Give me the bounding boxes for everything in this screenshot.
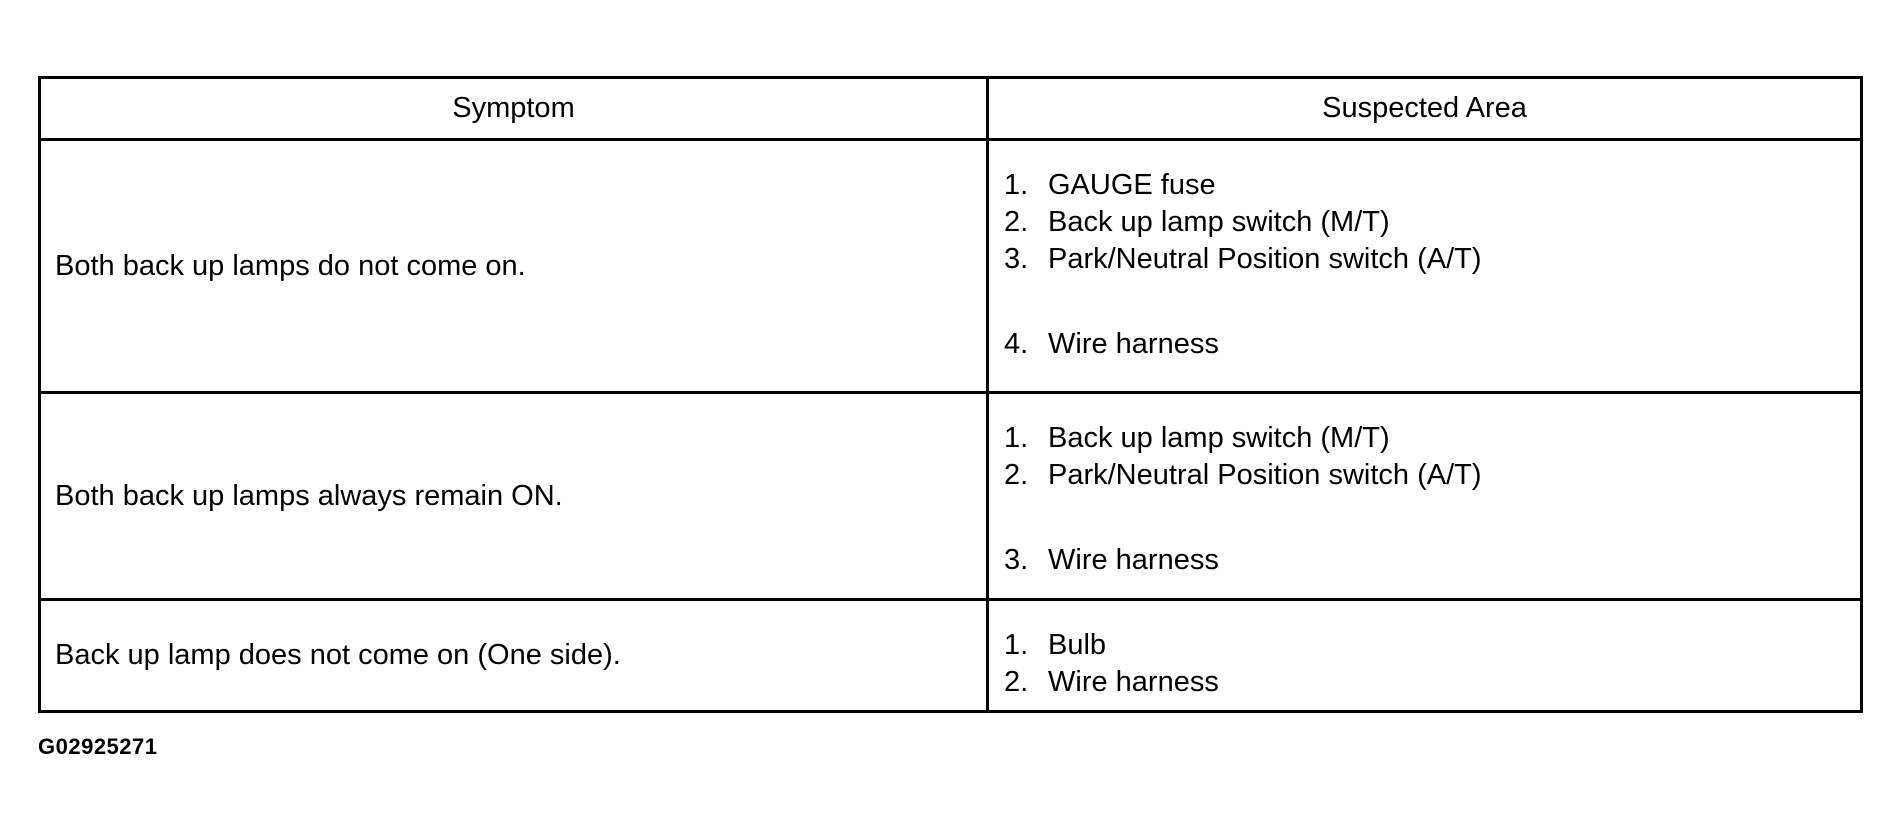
suspected-area-cell: [988, 140, 1862, 393]
header-suspected-area: Suspected Area: [988, 78, 1862, 140]
area-item: [1004, 451, 1860, 499]
area-item-text: GAUGE fuse: [1048, 169, 1216, 201]
symptom-cell: Back up lamp does not come on (One side).: [40, 600, 988, 712]
figure-code: G02925271: [38, 734, 158, 759]
area-item: [1004, 536, 1860, 584]
symptom-cell: Both back up lamps do not come on.: [40, 140, 988, 393]
area-item-text: Park/Neutral Position switch (A/T): [1048, 459, 1482, 491]
area-item: [1004, 658, 1860, 706]
area-item-number: 2.: [1004, 206, 1029, 238]
area-item-number: 1.: [1004, 629, 1029, 661]
area-item: [1004, 235, 1860, 283]
troubleshooting-table: [38, 76, 1863, 713]
table-row: [40, 393, 1862, 600]
area-item-number: 1.: [1004, 169, 1029, 201]
area-item-text: Wire harness: [1048, 328, 1219, 360]
area-item-number: 1.: [1004, 422, 1029, 454]
area-item-text: Wire harness: [1048, 544, 1219, 576]
header-symptom: Symptom: [40, 78, 988, 140]
table-row: [40, 140, 1862, 393]
area-item-text: Back up lamp switch (M/T): [1048, 422, 1390, 454]
table-row: [40, 600, 1862, 712]
area-item-text: Park/Neutral Position switch (A/T): [1048, 243, 1482, 275]
area-item-number: 3.: [1004, 544, 1029, 576]
area-item: [1004, 320, 1860, 368]
table-header-row: [40, 78, 1862, 140]
symptom-cell: Both back up lamps always remain ON.: [40, 393, 988, 600]
suspected-area-cell: [988, 393, 1862, 600]
area-item-text: Wire harness: [1048, 666, 1219, 698]
area-item-text: Back up lamp switch (M/T): [1048, 206, 1390, 238]
area-item-text: Bulb: [1048, 629, 1107, 661]
suspected-area-cell: [988, 600, 1862, 712]
area-item-number: 2.: [1004, 666, 1029, 698]
area-item-number: 3.: [1004, 243, 1029, 275]
area-item-number: 2.: [1004, 459, 1029, 491]
area-item-number: 4.: [1004, 328, 1029, 360]
